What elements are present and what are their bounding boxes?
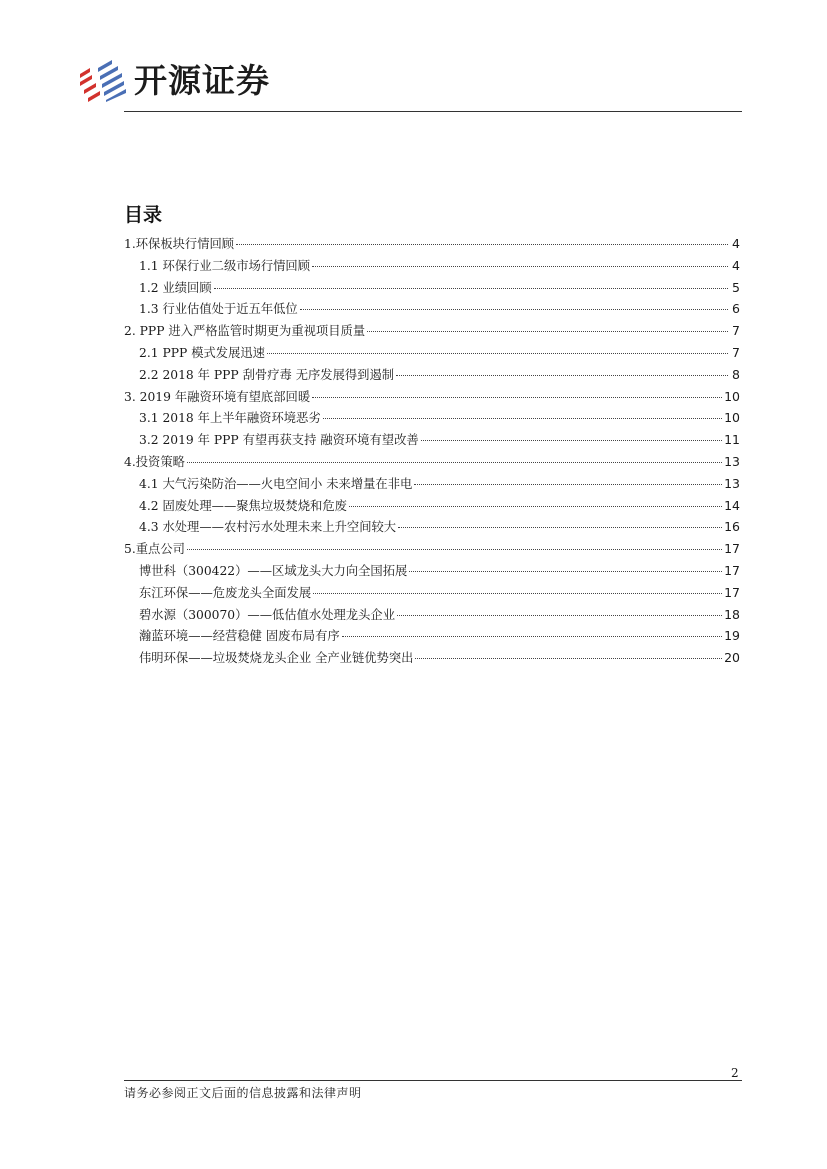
toc-leader-dots — [267, 353, 728, 354]
toc-entry[interactable] — [124, 255, 740, 277]
toc-entry-page: 7 — [732, 323, 740, 339]
toc-entry-page: 8 — [732, 366, 740, 382]
toc-leader-dots — [300, 309, 728, 310]
toc-entry-label: 东江环保——危废龙头全面发展 — [139, 585, 312, 600]
toc-entry-label: 4.2 固废处理——聚焦垃圾焚烧和危废 — [139, 498, 347, 513]
toc-entry-page: 17 — [724, 562, 740, 578]
toc-entry-page: 4 — [732, 236, 740, 251]
toc-entry[interactable] — [124, 277, 740, 299]
toc-entry-label: 4.投资策略 — [124, 454, 185, 469]
toc-entry-label: 1.环保板块行情回顾 — [124, 237, 235, 251]
header-divider — [124, 111, 742, 112]
toc-entry-page: 13 — [724, 475, 740, 491]
toc-entry-page: 20 — [724, 650, 740, 666]
toc-leader-dots — [214, 288, 728, 289]
toc-entry-label: 2.2 2018 年 PPP 刮骨疗毒 无序发展得到遏制 — [139, 367, 395, 382]
toc-entry[interactable] — [124, 364, 740, 386]
toc-entry[interactable] — [124, 429, 740, 451]
toc-entry-label: 4.3 水处理——农村污水处理未来上升空间较大 — [139, 520, 397, 535]
table-of-contents — [124, 233, 740, 669]
toc-leader-dots — [421, 440, 722, 441]
toc-entry-page: 7 — [732, 344, 740, 360]
toc-entry-page: 5 — [732, 279, 740, 295]
toc-entry-page: 16 — [724, 519, 740, 535]
toc-entry-label: 3.1 2018 年上半年融资环境恶劣 — [139, 411, 321, 426]
toc-leader-dots — [409, 571, 722, 572]
toc-entry[interactable] — [124, 407, 740, 429]
toc-leader-dots — [415, 658, 722, 659]
toc-entry-page: 18 — [724, 606, 740, 622]
toc-leader-dots — [342, 636, 722, 637]
toc-entry-label: 1.1 环保行业二级市场行情回顾 — [139, 258, 311, 273]
toc-leader-dots — [414, 484, 722, 485]
toc-entry-label: 1.3 行业估值处于近五年低位 — [139, 302, 298, 317]
toc-entry[interactable] — [124, 538, 740, 560]
toc-leader-dots — [312, 266, 728, 267]
toc-entry[interactable] — [124, 320, 740, 342]
toc-entry-label: 博世科（300422）——区域龙头大力向全国拓展 — [139, 563, 408, 578]
toc-entry-page: 13 — [724, 453, 740, 469]
toc-title: 目录 — [124, 204, 163, 226]
toc-entry-label: 5.重点公司 — [124, 542, 185, 557]
toc-leader-dots — [313, 593, 722, 594]
footer-divider — [124, 1080, 742, 1081]
toc-entry-label: 1.2 业绩回顾 — [139, 280, 212, 295]
toc-entry-label: 2.1 PPP 模式发展迅速 — [139, 345, 265, 360]
toc-entry[interactable] — [124, 495, 740, 517]
toc-entry-page: 14 — [724, 497, 740, 513]
toc-leader-dots — [349, 506, 722, 507]
toc-leader-dots — [187, 462, 722, 463]
toc-entry-label: 3. 2019 年融资环境有望底部回暖 — [124, 389, 311, 404]
toc-leader-dots — [367, 331, 728, 332]
toc-leader-dots — [398, 527, 722, 528]
toc-entry[interactable] — [124, 451, 740, 473]
toc-entry[interactable] — [124, 647, 740, 669]
toc-entry-label: 4.1 大气污染防治——火电空间小 未来增量在非电 — [139, 476, 413, 491]
toc-entry[interactable] — [124, 625, 740, 647]
toc-entry-label: 瀚蓝环境——经营稳健 固废布局有序 — [139, 629, 340, 644]
page-number: 2 — [731, 1066, 739, 1080]
toc-entry[interactable] — [124, 604, 740, 626]
toc-entry[interactable] — [124, 560, 740, 582]
toc-entry[interactable] — [124, 582, 740, 604]
brand-name: 开源证券 — [134, 61, 270, 100]
toc-entry-label: 3.2 2019 年 PPP 有望再获支持 融资环境有望改善 — [139, 433, 419, 448]
kaiyuan-logo-icon — [78, 60, 126, 102]
toc-entry-page: 17 — [724, 584, 740, 600]
toc-leader-dots — [312, 397, 722, 398]
toc-entry[interactable] — [124, 342, 740, 364]
toc-entry-label: 伟明环保——垃圾焚烧龙头企业 全产业链优势突出 — [139, 651, 414, 666]
toc-entry[interactable] — [124, 516, 740, 538]
toc-leader-dots — [397, 615, 722, 616]
page-header — [78, 58, 742, 114]
toc-entry-page: 4 — [732, 257, 740, 273]
toc-entry-page: 10 — [724, 410, 740, 426]
toc-leader-dots — [396, 375, 728, 376]
toc-entry[interactable] — [124, 473, 740, 495]
toc-leader-dots — [187, 549, 722, 550]
toc-leader-dots — [323, 418, 722, 419]
toc-entry[interactable] — [124, 386, 740, 408]
toc-entry-page: 17 — [724, 541, 740, 557]
toc-entry-page: 10 — [724, 388, 740, 404]
toc-entry-page: 11 — [724, 432, 740, 448]
toc-entry-label: 碧水源（300070）——低估值水处理龙头企业 — [139, 607, 395, 622]
toc-entry[interactable] — [124, 233, 740, 255]
toc-leader-dots — [236, 244, 728, 245]
toc-entry[interactable] — [124, 298, 740, 320]
toc-entry-label: 2. PPP 进入严格监管时期更为重视项目质量 — [124, 324, 366, 339]
toc-entry-page: 6 — [732, 301, 740, 317]
toc-entry-page: 19 — [724, 628, 740, 644]
footer-disclaimer: 请务必参阅正文后面的信息披露和法律声明 — [124, 1086, 362, 1100]
